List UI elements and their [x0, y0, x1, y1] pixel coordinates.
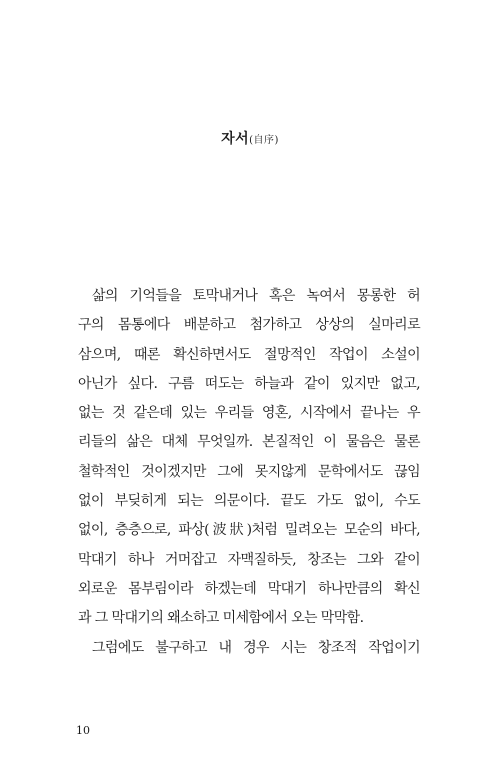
paragraph-line: 막대기 하나 거머잡고 자맥질하듯, 창조는 그와 같이: [78, 551, 420, 568]
paragraph-line: 삶의 기억들을 토막내거나 혹은 녹여서 몽롱한 허: [92, 288, 420, 304]
page-title-text: 자서: [221, 131, 250, 147]
paragraph-line: 삼으며, 때론 확신하면서도 절망적인 작업이 소설이: [78, 346, 420, 363]
paragraph-line: 리들의 삶은 대체 무엇일까. 본질적인 이 물음은 물론: [78, 434, 420, 451]
paragraph-line: 없이 부딪히게 되는 의문이다. 끝도 가도 없이, 수도: [78, 493, 420, 510]
page-title-hanja: (自序): [249, 135, 279, 146]
paragraph-line: 그럼에도 불구하고 내 경우 시는 창조적 작업이기: [92, 639, 420, 656]
paragraph-line: 없는 것 같은데 있는 우리들 영혼, 시작에서 끝나는 우: [78, 405, 420, 422]
paragraph-line: 구의 몸통에다 배분하고 첨가하고 상상의 실마리로: [78, 317, 420, 334]
page-number: 10: [76, 724, 90, 737]
paragraph-line: 없이, 층층으로, 파상(波狀)처럼 밀려오는 모순의 바다,: [78, 522, 420, 539]
page-title: [0, 128, 500, 148]
paragraph-line: 외로운 몸부림이라 하겠는데 막대기 하나만큼의 확신: [78, 580, 420, 597]
paragraph-line: 아닌가 싶다. 구름 떠도는 하늘과 같이 있지만 없고,: [78, 375, 420, 392]
paragraph-line: 과 그 막대기의 왜소하고 미세함에서 오는 막막함.: [78, 610, 364, 627]
paragraph-line: 철학적인 것이겠지만 그에 못지않게 문학에서도 끊임: [78, 463, 420, 480]
body-text: [78, 282, 420, 663]
